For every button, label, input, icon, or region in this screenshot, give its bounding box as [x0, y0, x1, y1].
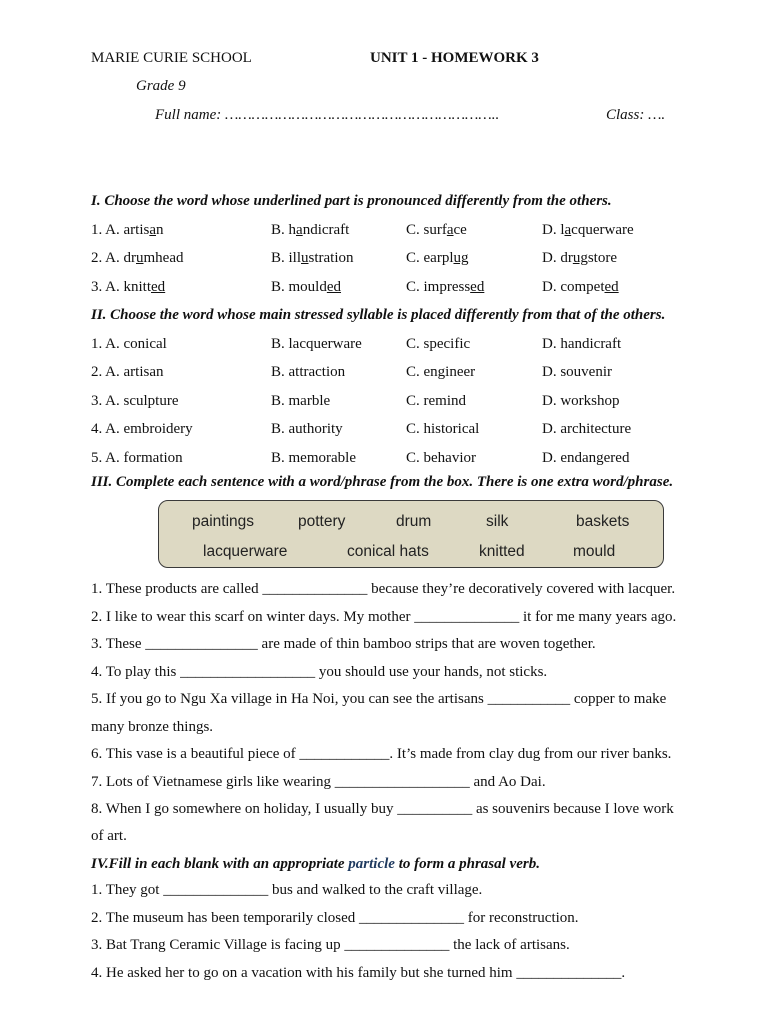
option-d: D. handicraft	[542, 336, 622, 352]
section3-sentence: 5. If you go to Ngu Xa village in Ha Noi, you can see the artisans ___________ copper to make	[91, 691, 667, 707]
option-d: D. endangered	[542, 450, 630, 466]
box-word: silk	[486, 513, 509, 530]
particle-keyword: particle	[348, 856, 395, 872]
option-c: C. remind	[406, 393, 466, 409]
box-word: conical hats	[347, 543, 429, 560]
section4-sentence: 3. Bat Trang Ceramic Village is facing up ______________ the lack of artisans.	[91, 937, 570, 953]
option-b: B. attraction	[271, 364, 346, 380]
option-c: C. historical	[406, 421, 480, 437]
option-c: C. specific	[406, 336, 471, 352]
section4-sentence: 2. The museum has been temporarily closed ______________ for reconstruction.	[91, 910, 579, 926]
option-d: D. competed	[542, 279, 619, 295]
option-c: C. engineer	[406, 364, 476, 380]
option-b: B. marble	[271, 393, 331, 409]
option-c: C. surface	[406, 222, 467, 238]
option-b: B. illustration	[271, 250, 354, 266]
option-a: 1. A. conical	[91, 336, 167, 352]
box-word: pottery	[298, 513, 346, 530]
option-d: D. drugstore	[542, 250, 617, 266]
section3-sentence: 7. Lots of Vietnamese girls like wearing __________________ and Ao Dai.	[91, 774, 546, 790]
option-d: D. workshop	[542, 393, 620, 409]
option-a: 3. A. knitted	[91, 279, 166, 295]
section4-sentence: 1. They got ______________ bus and walked to the craft village.	[91, 882, 483, 898]
option-d: D. lacquerware	[542, 222, 634, 238]
option-c: C. earplug	[406, 250, 469, 266]
option-a: 2. A. drumhead	[91, 250, 184, 266]
section3-sentence: 4. To play this __________________ you should use your hands, not sticks.	[91, 664, 548, 680]
full-name-field: Full name: ……………………………………………………..	[155, 107, 500, 123]
option-c: C. impressed	[406, 279, 485, 295]
section4-heading: IV.Fill in each blank with an appropriate particle to form a phrasal verb.	[91, 856, 540, 872]
section4-sentence: 4. He asked her to go on a vacation with his family but she turned him ______________.	[91, 965, 626, 981]
section1-heading: I. Choose the word whose underlined part is pronounced differently from the others.	[91, 193, 612, 209]
option-b: B. moulded	[271, 279, 342, 295]
box-word: drum	[396, 513, 432, 530]
box-word: mould	[573, 543, 616, 560]
option-a: 1. A. artisan	[91, 222, 164, 238]
box-word: lacquerware	[203, 543, 288, 560]
school-name: MARIE CURIE SCHOOL	[91, 50, 252, 66]
grade-label: Grade 9	[136, 78, 186, 94]
section3-sentence: many bronze things.	[91, 719, 214, 735]
section3-heading: III. Complete each sentence with a word/phrase from the box. There is one extra word/phrase.	[91, 474, 674, 490]
page-title: UNIT 1 - HOMEWORK 3	[370, 50, 539, 66]
option-c: C. behavior	[406, 450, 476, 466]
section3-sentence: 3. These _______________ are made of thin bamboo strips that are woven together.	[91, 636, 596, 652]
section3-sentence: 8. When I go somewhere on holiday, I usually buy __________ as souvenirs because I love work	[91, 801, 674, 817]
option-d: D. architecture	[542, 421, 632, 437]
option-a: 3. A. sculpture	[91, 393, 179, 409]
section3-sentence: 6. This vase is a beautiful piece of ____________. It’s made from clay dug from our river banks.	[91, 746, 672, 762]
option-b: B. memorable	[271, 450, 356, 466]
class-field: Class: ….	[606, 107, 666, 123]
box-word: knitted	[479, 543, 525, 560]
option-b: B. lacquerware	[271, 336, 362, 352]
option-b: B. handicraft	[271, 222, 350, 238]
word-box	[158, 500, 664, 568]
box-word: paintings	[192, 513, 255, 530]
section3-sentence: 2. I like to wear this scarf on winter days. My mother ______________ it for me many years ago.	[91, 609, 677, 625]
section3-sentence: of art.	[91, 828, 127, 844]
section2-heading: II. Choose the word whose main stressed syllable is placed differently from that of the others.	[91, 307, 666, 323]
box-word: baskets	[576, 513, 630, 530]
option-a: 2. A. artisan	[91, 364, 164, 380]
option-a: 4. A. embroidery	[91, 421, 193, 437]
option-a: 5. A. formation	[91, 450, 183, 466]
section3-sentence: 1. These products are called ______________ because they’re decoratively covered with lacquer.	[91, 581, 676, 597]
option-d: D. souvenir	[542, 364, 612, 380]
option-b: B. authority	[271, 421, 343, 437]
